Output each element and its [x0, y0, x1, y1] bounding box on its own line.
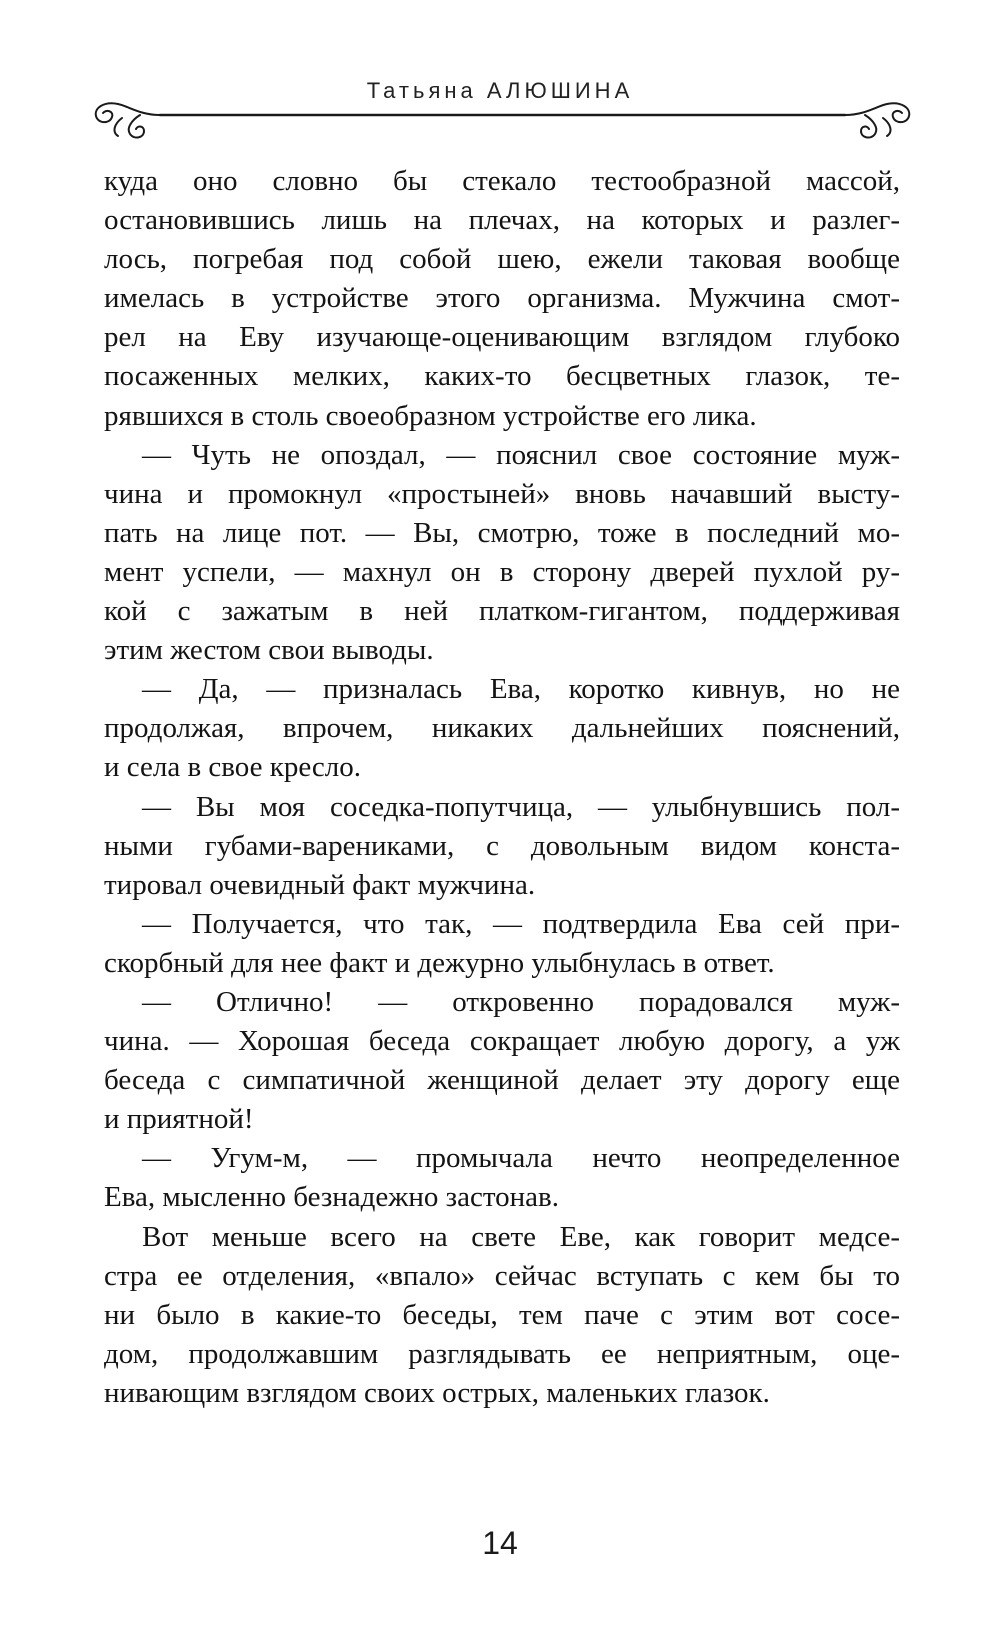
text-line: Вот меньше всего на свете Еве, как говорит медсе- — [142, 1220, 900, 1253]
text-line: Ева, мысленно безнадежно застонав. — [104, 1181, 559, 1214]
text-line: ными губами-варениками, с довольным видом конста- — [104, 829, 900, 862]
text-line: имелась в устройстве этого организма. Мужчина смот- — [104, 282, 900, 315]
text-line: — Да, — призналась Ева, коротко кивнув, но не — [142, 673, 900, 706]
text-line: ни было в какие-то беседы, тем паче с этим вот сосе- — [104, 1298, 900, 1331]
text-line: продолжая, впрочем, никаких дальнейших пояснений, — [104, 712, 900, 745]
text-line: — Чуть не опоздал, — пояснил свое состояние муж- — [142, 438, 900, 471]
text-line: — Отлично! — откровенно порадовался муж- — [142, 985, 900, 1018]
text-line: стра ее отделения, «впало» сейчас вступать с кем бы то — [104, 1259, 900, 1292]
text-line: куда оно словно бы стекало тестообразной массой, — [104, 165, 900, 197]
text-line: этим жестом свои выводы. — [104, 634, 434, 667]
text-line: пать на лице пот. — Вы, смотрю, тоже в последний мо- — [104, 516, 900, 549]
text-line: скорбный для нее факт и дежурно улыбнулась в ответ. — [104, 946, 775, 979]
page-header — [0, 78, 1000, 148]
text-line: лось, погребая под собой шею, ежели таковая вообще — [104, 243, 900, 276]
running-head: Татьяна АЛЮШИНА — [366, 78, 634, 103]
text-line: беседа с симпатичной женщиной делает эту дорогу еще — [104, 1064, 900, 1097]
text-line: мент успели, — махнул он в сторону дверей пухлой ру- — [104, 555, 900, 588]
text-line: — Получается, что так, — подтвердила Ева сей при- — [142, 907, 900, 940]
text-line: чина. — Хорошая беседа сокращает любую дорогу, а уж — [104, 1025, 900, 1058]
body-text — [104, 162, 900, 1413]
text-line: остановившись лишь на плечах, на которых и разлег- — [104, 204, 900, 237]
text-line: — Вы моя соседка-попутчица, — улыбнувшись пол- — [142, 790, 900, 823]
text-line: нивающим взглядом своих острых, маленьких глазок. — [104, 1376, 770, 1409]
text-line: рел на Еву изучающе-оценивающим взглядом глубоко — [104, 321, 900, 354]
text-line: и села в свое кресло. — [104, 751, 362, 784]
page-number: 14 — [482, 1525, 518, 1561]
text-line: и приятной! — [104, 1103, 254, 1136]
text-line: кой с зажатым в ней платком-гигантом, поддерживая — [104, 595, 900, 628]
text-line: чина и промокнул «простыней» вновь начавший высту- — [104, 477, 900, 510]
text-line: посаженных мелких, каких-то бесцветных глазок, те- — [104, 360, 900, 393]
text-line: — Угум-м, — промычала нечто неопределенное — [142, 1142, 900, 1175]
text-line: рявшихся в столь своеобразном устройстве его лика. — [104, 399, 757, 432]
text-line: дом, продолжавшим разглядывать ее неприятным, оце- — [104, 1337, 900, 1370]
text-line: тировал очевидный факт мужчина. — [104, 868, 536, 901]
